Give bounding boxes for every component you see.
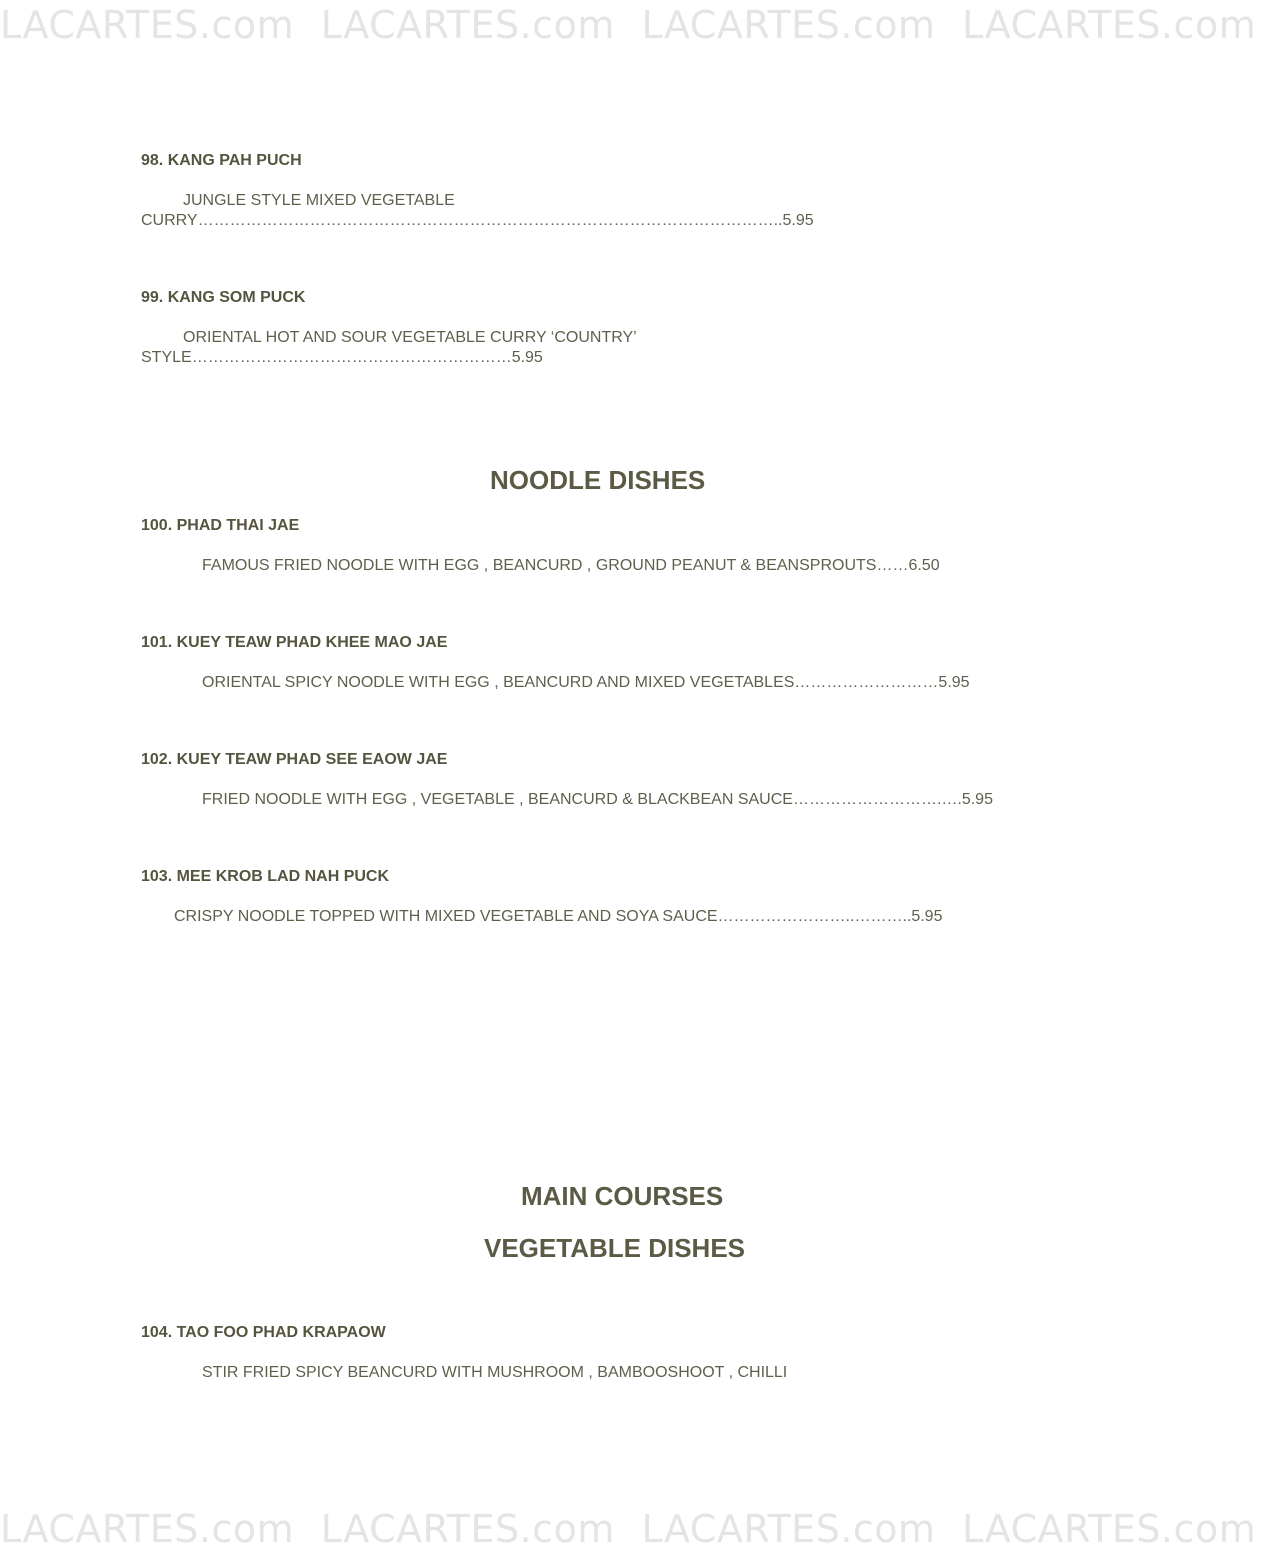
item-desc-100: FAMOUS FRIED NOODLE WITH EGG , BEANCURD , GROUND PEANUT & BEANSPROUTS……6.50 — [202, 557, 940, 574]
item-desc-98-line1: JUNGLE STYLE MIXED VEGETABLE — [183, 192, 455, 209]
watermark-text: LACARTES.com — [641, 1507, 936, 1551]
section-heading-main-courses: MAIN COURSES — [521, 1181, 724, 1211]
watermark-text: LACARTES.com — [320, 1507, 615, 1551]
item-title-103: 103. MEE KROB LAD NAH PUCK — [141, 868, 390, 885]
watermark-bottom — [0, 1507, 1257, 1551]
item-desc-103: CRISPY NOODLE TOPPED WITH MIXED VEGETABLE AND SOYA SAUCE……………………..………..5.95 — [174, 908, 943, 925]
watermark-text: LACARTES.com — [962, 1507, 1257, 1551]
item-title-98: 98. KANG PAH PUCH — [141, 152, 302, 169]
watermark-text: LACARTES.com — [320, 3, 615, 47]
watermark-text: LACARTES.com — [641, 3, 936, 47]
item-desc-98-line2: CURRY………………………………………………………………………………………………..5.95 — [141, 212, 814, 229]
item-desc-104: STIR FRIED SPICY BEANCURD WITH MUSHROOM , BAMBOOSHOOT , CHILLI — [202, 1364, 788, 1381]
watermark-text: LACARTES.com — [962, 3, 1257, 47]
watermark-top — [0, 3, 1257, 47]
item-title-104: 104. TAO FOO PHAD KRAPAOW — [141, 1324, 386, 1341]
item-title-102: 102. KUEY TEAW PHAD SEE EAOW JAE — [141, 751, 448, 768]
item-title-101: 101. KUEY TEAW PHAD KHEE MAO JAE — [141, 634, 448, 651]
item-title-100: 100. PHAD THAI JAE — [141, 517, 300, 534]
item-desc-99-line1: ORIENTAL HOT AND SOUR VEGETABLE CURRY ‘COUNTRY’ — [183, 329, 637, 346]
item-title-99: 99. KANG SOM PUCK — [141, 289, 306, 306]
item-desc-101: ORIENTAL SPICY NOODLE WITH EGG , BEANCURD AND MIXED VEGETABLES………………………5.95 — [202, 674, 970, 691]
watermark-text: LACARTES.com — [0, 3, 295, 47]
item-desc-99-line2: STYLE……………………………………………………5.95 — [141, 349, 543, 366]
watermark-text: LACARTES.com — [0, 1507, 295, 1551]
section-heading-noodle-dishes: NOODLE DISHES — [490, 465, 706, 495]
item-desc-102: FRIED NOODLE WITH EGG , VEGETABLE , BEANCURD & BLACKBEAN SAUCE……………………….….5.95 — [202, 791, 993, 808]
section-heading-vegetable-dishes: VEGETABLE DISHES — [484, 1233, 746, 1263]
